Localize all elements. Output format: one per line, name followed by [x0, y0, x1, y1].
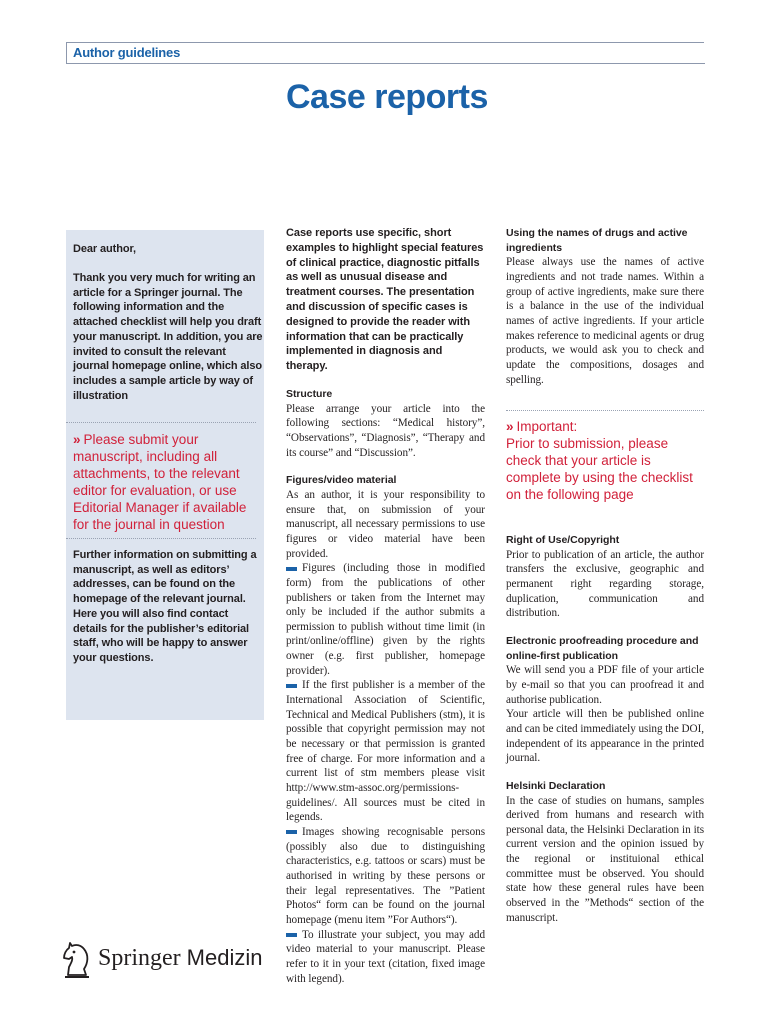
- sidebar-divider-top: [66, 422, 256, 423]
- blue-dash-icon: [286, 933, 297, 937]
- right-column-top: [506, 226, 704, 387]
- structure-text: Please arrange your article into the following sections: “Medical history”, “Observations”, “Diagnosis”, “Therapy and its course” and “Discussion”.: [286, 402, 485, 459]
- important-label: Important:: [516, 419, 578, 434]
- important-divider: [506, 410, 704, 411]
- structure-heading: Structure: [286, 387, 333, 400]
- section-label: Author guidelines: [73, 45, 181, 60]
- rights-heading: Right of Use/Copyright: [506, 534, 620, 546]
- rights-text: Prior to publication of an article, the author transfers the exclusive, geographic and permanent right regarding storage, duplication, communication and distribution.: [506, 548, 704, 620]
- important-note: [506, 418, 706, 503]
- highlight-text: Please submit your manuscript, including all attachments, to the relevant editor for evaluation, or use Editorial Manager if available for the journal in question: [73, 432, 247, 532]
- logo-sub: Medizin: [186, 945, 263, 970]
- figures-bullet-2: If the first publisher is a member of the International Association of Scientific, Technical and Medical Publishers (stm), it is possible that copyright permission may not be necessary or that permission is granted free of charge. For more information and a current list of stm members please visit http://www.stm-assoc.org/permissions-guidelines/. All sources must be cited in legends.: [286, 679, 485, 824]
- further-info-text: Further information on submitting a manuscript, as well as editors’ addresses, can be found on the homepage of the relevant journal. Here you will also find contact details for the publisher’s editorial staff, who will be happy to answer your questions.: [73, 549, 257, 664]
- blue-dash-icon: [286, 830, 297, 834]
- figures-bullet-1: Figures (including those in modified form) from the publications of other publishers or taken from the Internet may only be included if the author submits a permission to publish without time limit (in print/online/offline) given by the rights owner (e.g. first publisher, homepage provider).: [286, 562, 485, 677]
- important-text: Prior to submission, please check that your article is complete by using the checklist on the following page: [506, 436, 693, 502]
- sidebar: [66, 230, 264, 720]
- chess-knight-icon: [60, 941, 94, 979]
- springer-medizin-logo: [60, 941, 270, 981]
- proofreading-heading: Electronic proofreading procedure and online-first publication: [506, 634, 699, 662]
- sidebar-intro: [73, 271, 263, 403]
- figures-heading: Figures/video material: [286, 474, 397, 487]
- figures-bullet-4: To illustrate your subject, you may add video material to your manuscript. Please refer to it in your text (citation, fixed image with legend).: [286, 928, 485, 985]
- figures-bullet-3: Images showing recognisable persons (possibly also due to distinguishing characteristics, e.g. tattoos or scars) must be authorised in writing by these persons or their legal representatives. The ”Patient Photos“ form can be found on the journal homepage (menu item ”For Authors“).: [286, 826, 485, 926]
- helsinki-text: In the case of studies on humans, samples derived from humans and research with personal data, the Helsinki Declaration in its current version and the opinion issued by the regional or instituional ethical committee must be observed. You should state how these general rules have been observed in the ”Methods“ section of the manuscript.: [506, 794, 704, 924]
- sidebar-further-info: [73, 548, 263, 666]
- double-chevron-icon: »: [73, 432, 80, 447]
- intro-text: Thank you very much for writing an article for a Springer journal. The following information and the attached checklist will help you draft your manuscript. In addition, you are invited to consult the relevant journal homepage online, which also includes a sample article by way of illustration: [73, 272, 263, 402]
- drugs-text: Please always use the names of active ingredients and not trade names. Within a group of active ingredients, make sure there is a balance in the use of the individual names of active ingredients. If your article makes reference to medicinal agents or drug products, we would ask you to check and update the compositions, dosages and spelling.: [506, 256, 704, 386]
- logo-wordmark: [98, 945, 262, 972]
- proofreading-text-1: We will send you a PDF file of your article by e-mail so that you can proofread it and authorise publication.: [506, 664, 704, 706]
- logo-brand: Springer: [98, 945, 181, 971]
- page-title: Case reports: [286, 78, 488, 116]
- lead-paragraph: Case reports use specific, short examples to highlight special features of clinical practice, diagnostic pitfalls as well as unusual disease and treatment courses. The presentation and discussion of specific cases is designed to provide the reader with information that can be practically implemented in diagnosis and therapy.: [286, 227, 484, 373]
- figures-text: As an author, it is your responsibility to ensure that, on submission of your manuscript, all necessary permissions to use figures or video material have been provided.: [286, 488, 485, 560]
- sidebar-divider-bottom: [66, 538, 256, 539]
- blue-dash-icon: [286, 567, 297, 571]
- greeting-text: Dear author,: [73, 243, 136, 255]
- middle-column: [286, 226, 485, 986]
- sidebar-greeting: [73, 242, 263, 257]
- right-column-bottom: [506, 533, 704, 925]
- helsinki-heading: Helsinki Declaration: [506, 779, 606, 792]
- drugs-heading: Using the names of drugs and active ingredients: [506, 227, 688, 254]
- sidebar-highlight: [73, 431, 259, 533]
- blue-dash-icon: [286, 684, 297, 688]
- double-chevron-icon: »: [506, 419, 513, 434]
- proofreading-text-2: Your article will then be published online and can be cited immediately using the DOI, independent of its appearance in the printed journal.: [506, 708, 704, 765]
